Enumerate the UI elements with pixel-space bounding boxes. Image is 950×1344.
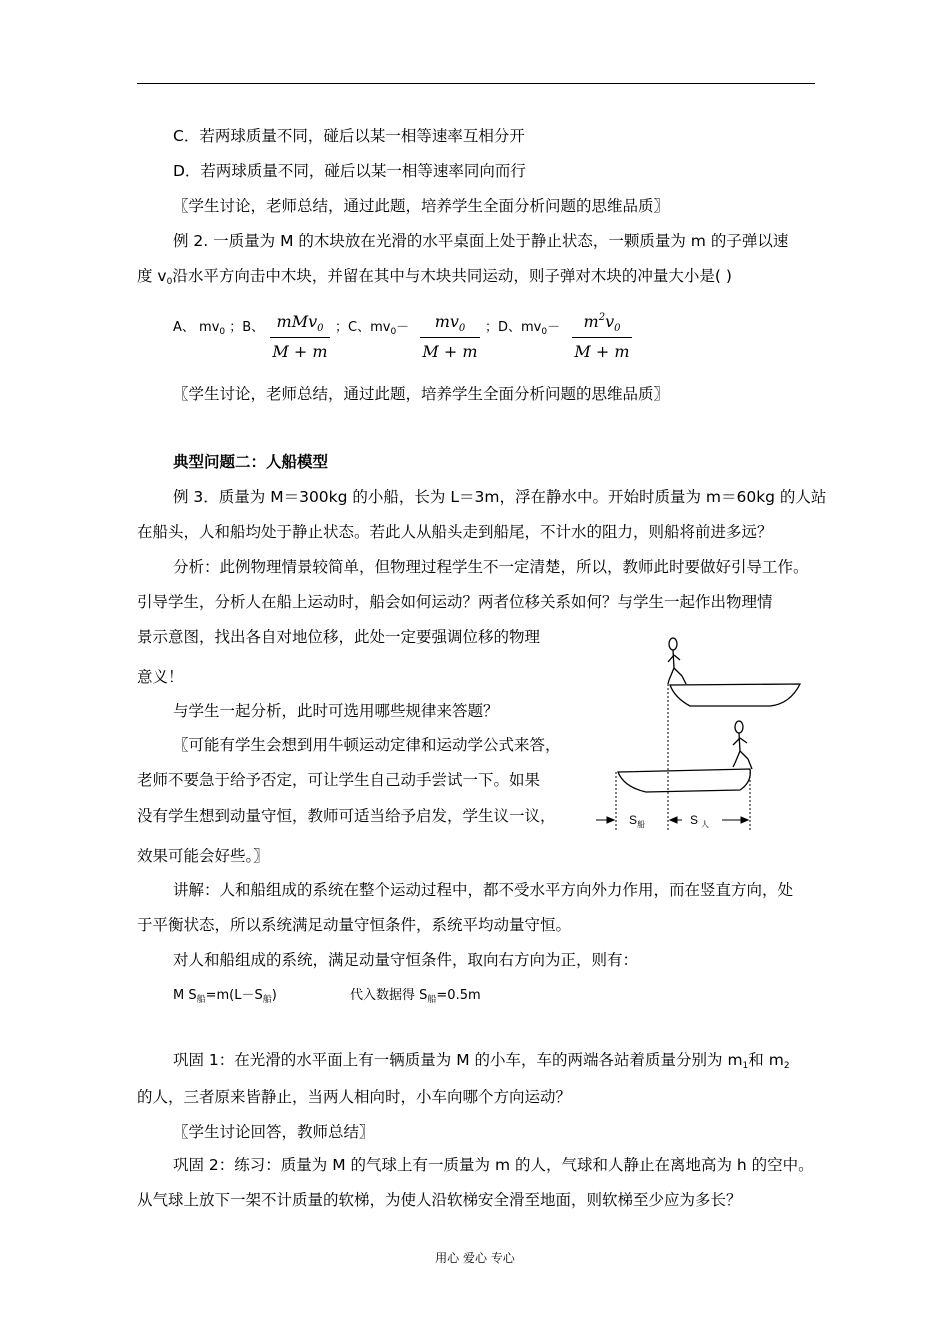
example-3-line-1: 例 3．质量为 M＝300kg 的小船，长为 L＝3m，浮在静水中。开始时质量为 m＝60kg 的人站 [173, 488, 827, 506]
fraction-d-numerator: $m^2v_0$ [572, 312, 632, 338]
page-footer: 用心 爱心 专心 [435, 1251, 515, 1265]
boat-bottom [618, 769, 750, 792]
boat-person-diagram [590, 632, 810, 837]
label-s-person: S $_人$ [690, 813, 710, 829]
fraction-c [420, 312, 480, 361]
option-d-label: ；D、$mv_0-$ [485, 320, 561, 337]
analysis-line-4: 意义！ [137, 668, 184, 686]
note-2: 〖学生讨论，老师总结，通过此题，培养学生全面分析问题的思维品质〗 [173, 385, 670, 403]
explanation-line-1: 讲解：人和船组成的系统在整个运动过程中，都不受水平方向外力作用，而在竖直方向，处 [173, 881, 794, 899]
fraction-b-denominator: M + m [272, 342, 328, 361]
option-a: A、 $mv_0$ ；B、 [173, 320, 265, 337]
boat-top [670, 684, 800, 706]
exercise-2-line-1: 巩固 2：练习：质量为 M 的气球上有一质量为 m 的人，气球和人静止在离地高为 h 的空中。 [173, 1156, 814, 1174]
fraction-b-numerator: mMv$_0$ [270, 312, 330, 338]
equation-right: 代入数据得 $S_船=0.5m$ [350, 988, 481, 1005]
fraction-d-denominator: M + m [574, 342, 630, 361]
exercise-2-line-2: 从气球上放下一架不计质量的软梯，为使人沿软梯安全滑至地面，则软梯至少应为多长？ [137, 1191, 742, 1209]
header-rule [137, 83, 815, 84]
note-3-line-1: 〖可能有学生会想到用牛顿运动定律和运动学公式来答， [173, 736, 561, 754]
example-3-line-2: 在船头，人和船均处于静止状态。若此人从船头走到船尾，不计水的阻力，则船将前进多远？ [137, 523, 773, 541]
note-1: 〖学生讨论，老师总结，通过此题，培养学生全面分析问题的思维品质〗 [173, 197, 670, 215]
option-d: D．若两球质量不同，碰后以某一相等速率同向而行 [173, 162, 526, 180]
label-s-boat: $S_船$ [629, 813, 646, 829]
fraction-d [572, 312, 632, 361]
person-figure-bottom [733, 721, 752, 769]
analysis-line-1: 分析：此例物理情景较简单，但物理过程学生不一定清楚，所以，教师此时要做好引导工作。 [173, 558, 809, 576]
person-figure-top [668, 638, 686, 684]
exercise-1-note: 〖学生讨论回答，教师总结〗 [173, 1123, 375, 1141]
analysis-line-3: 景示意图，找出各自对地位移，此处一定要强调位移的物理 [137, 628, 541, 646]
note-3-line-3: 没有学生想到动量守恒，教师可适当给予启发，学生议一议， [137, 807, 556, 825]
section-heading: 典型问题二：人船模型 [173, 453, 329, 471]
exercise-1-line-1: 巩固 1：在光滑的水平面上有一辆质量为 M 的小车，车的两端各站着质量分别为 $m_1$和 $m_2$ [173, 1051, 790, 1071]
example-2-line-1: 例 2. 一质量为 M 的木块放在光滑的水平桌面上处于静止状态，一颗质量为 m 的子弹以速 [173, 232, 789, 250]
note-3-line-4: 效果可能会好些。〗 [137, 847, 269, 865]
exercise-1-line-2: 的人，三者原来皆静止，当两人相向时，小车向哪个方向运动？ [137, 1088, 572, 1106]
fraction-c-numerator: $mv_0$ [420, 312, 480, 338]
option-c: C．若两球质量不同，碰后以某一相等速率互相分开 [173, 127, 525, 145]
analysis-line-5: 与学生一起分析，此时可选用哪些规律来答题？ [173, 702, 499, 720]
example-2-line-2: 度 $v_0$沿水平方向击中木块，并留在其中与木块共同运动，则子弹对木块的冲量大小是( ) [137, 267, 732, 287]
explanation-line-3: 对人和船组成的系统，满足动量守恒条件，取向右方向为正，则有： [173, 951, 639, 969]
explanation-line-2: 于平衡状态，所以系统满足动量守恒条件，系统平均动量守恒。 [137, 916, 572, 934]
analysis-line-2: 引导学生，分析人在船上运动时，船会如何运动？两者位移关系如何？与学生一起作出物理情 [137, 593, 773, 611]
equation-left: M $S_船=m(L-S_船)$ [173, 988, 277, 1005]
option-c-label: ；C、$mv_0-$ [335, 320, 410, 337]
note-3-line-2: 老师不要急于给予否定，可让学生自己动手尝试一下。如果 [137, 771, 541, 789]
fraction-c-denominator: M + m [422, 342, 478, 361]
fraction-b [270, 312, 330, 361]
